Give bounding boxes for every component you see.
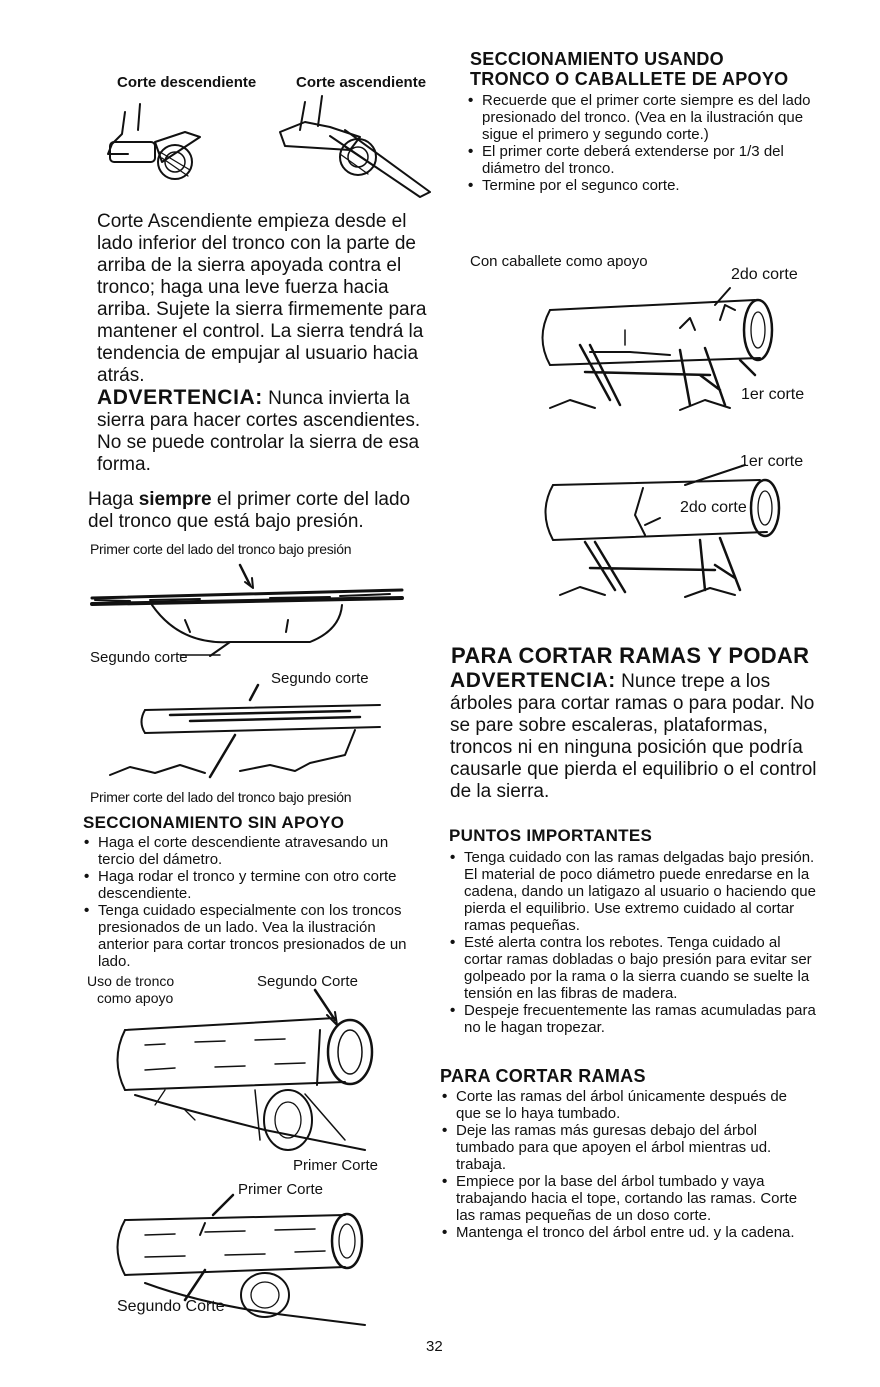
list-puntos	[448, 849, 818, 1036]
label-corte-descendiente: Corte descendiente	[117, 74, 257, 91]
heading-usando	[470, 49, 788, 89]
warning-block-1	[97, 387, 442, 476]
warning-text: Nunce trepe a los árboles para cortar ramas o para podar. No se pare sobre escaleras, plataformas, troncos ni en ninguna posición que podría causarle que pierda el equilibrio o el control de la sierra.	[450, 671, 817, 802]
label-1er-corte-fig6: 1er corte	[741, 386, 805, 403]
warning-block-2	[450, 670, 830, 803]
warning-label: ADVERTENCIA:	[97, 386, 263, 409]
label-con-caballete: Con caballete como apoyo	[470, 253, 648, 270]
list-item: • Mantenga el tronco del árbol entre ud. y la cadena.	[440, 1224, 810, 1241]
label-1er-corte-fig7: 1er corte	[740, 453, 804, 470]
label-2do-corte-fig7: 2do corte	[680, 499, 747, 516]
heading-sin-apoyo: SECCIONAMIENTO SIN APOYO	[83, 813, 345, 832]
heading-puntos-importantes: PUNTOS IMPORTANTES	[449, 826, 653, 845]
list-item: • Haga rodar el tronco y termine con otro corte descendiente.	[82, 868, 412, 902]
label-uso-line1: Uso de tronco	[87, 973, 175, 989]
list-item: • Tenga cuidado especialmente con los troncos presionados de un lado. Vea la ilustración anterior para cortar troncos presionados de un lado.	[82, 902, 412, 970]
label-segundo-corte-fig3: Segundo corte	[271, 670, 369, 687]
heading-cortar-ramas: PARA CORTAR RAMAS	[440, 1066, 646, 1086]
log-pressure-bottom-illustration	[110, 685, 410, 785]
list-item: • Haga el corte descendiente atravesando un tercio del dámetro.	[82, 834, 412, 868]
list-item: • Deje las ramas más guresas debajo del árbol tumbado para que apoyen el árbol mientras ud. trabaja.	[440, 1122, 810, 1173]
sawhorse-log-illustration-2	[535, 460, 795, 610]
label-corte-ascendiente: Corte ascendiente	[296, 74, 427, 91]
list-item: • Esté alerta contra los rebotes. Tenga cuidado al cortar ramas dobladas o bajo presión para evitar ser golpeado por la rama o la sierra cuando se suelte la tensión en las fibras de madera.	[448, 934, 818, 1002]
caption-primer-corte-top: Primer corte del lado del tronco bajo presión	[90, 541, 352, 557]
heading-ramas-podar: PARA CORTAR RAMAS Y PODAR	[451, 643, 810, 668]
siempre-bold: siempre	[138, 489, 212, 510]
heading-usando-line2: TRONCO O CABALLETE DE APOYO	[470, 69, 789, 89]
label-segundo-corte-fig5: Segundo Corte	[117, 1298, 225, 1315]
list-usando	[466, 92, 826, 194]
list-item: • El primer corte deberá extenderse por 1/3 del diámetro del tronco.	[466, 143, 826, 177]
siempre-after: el primer corte del lado del tronco que está bajo presión.	[88, 489, 411, 532]
label-primer-corte-fig4: Primer Corte	[293, 1157, 379, 1174]
page-number: 32	[426, 1338, 443, 1355]
paragraph-siempre	[88, 489, 438, 533]
paragraph-corte-ascendiente: Corte Ascendiente empieza desde el lado inferior del tronco con la parte de arriba de la sierra apoyada contra el tronco; haga una leve fuerza hacia arriba. Sujete la sierra firmemente para mantener el control. La sierra tendrá la tendencia de empujar al usuario hacia atrás.	[97, 211, 427, 386]
sawhorse-log-illustration-1	[530, 280, 790, 430]
list-item: • Recuerde que el primer corte siempre es del lado presionado del tronco. (Vea en la ilustración que sigue el primero y segundo corte.)	[466, 92, 826, 143]
label-2do-corte-fig6: 2do corte	[731, 266, 798, 283]
warning-text: Nunca invierta la sierra para hacer cortes ascendientes. No se puede controlar la sierra de esa forma.	[97, 388, 421, 475]
warning-label: ADVERTENCIA:	[450, 669, 616, 692]
siempre-before: Haga	[88, 489, 134, 510]
list-item: • Termine por el segunco corte.	[466, 177, 826, 194]
log-on-support-illustration	[105, 990, 385, 1170]
label-segundo-corte-fig4: Segundo Corte	[257, 973, 358, 990]
label-primer-corte-fig5: Primer Corte	[238, 1181, 324, 1198]
list-item: • Tenga cuidado con las ramas delgadas bajo presión. El material de poco diámetro puede enredarse en la cadena, dando un latigazo al usuario o haciendo que pierda el equilibrio. Use extremo cuidado al cortar ramas pequeñas.	[448, 849, 818, 934]
heading-usando-line1: SECCIONAMIENTO USANDO	[470, 49, 724, 69]
list-cortar-ramas	[440, 1088, 810, 1241]
label-segundo-corte-fig2: Segundo corte	[90, 649, 188, 666]
list-item: • Empiece por la base del árbol tumbado y vaya trabajando hacia el tope, cortando las ramas. Corte las ramas pequeñas de un doso corte.	[440, 1173, 810, 1224]
list-sin-apoyo	[82, 834, 412, 970]
chainsaw-cut-direction-illustration	[100, 92, 440, 202]
caption-primer-corte-bottom: Primer corte del lado del tronco bajo presión	[90, 789, 352, 805]
list-item: • Despeje frecuentemente las ramas acumuladas para no le hagan tropezar.	[448, 1002, 818, 1036]
log-pressure-top-illustration	[90, 560, 410, 660]
list-item: • Corte las ramas del árbol únicamente después de que se lo haya tumbado.	[440, 1088, 810, 1122]
label-uso-line2: como apoyo	[97, 990, 174, 1006]
